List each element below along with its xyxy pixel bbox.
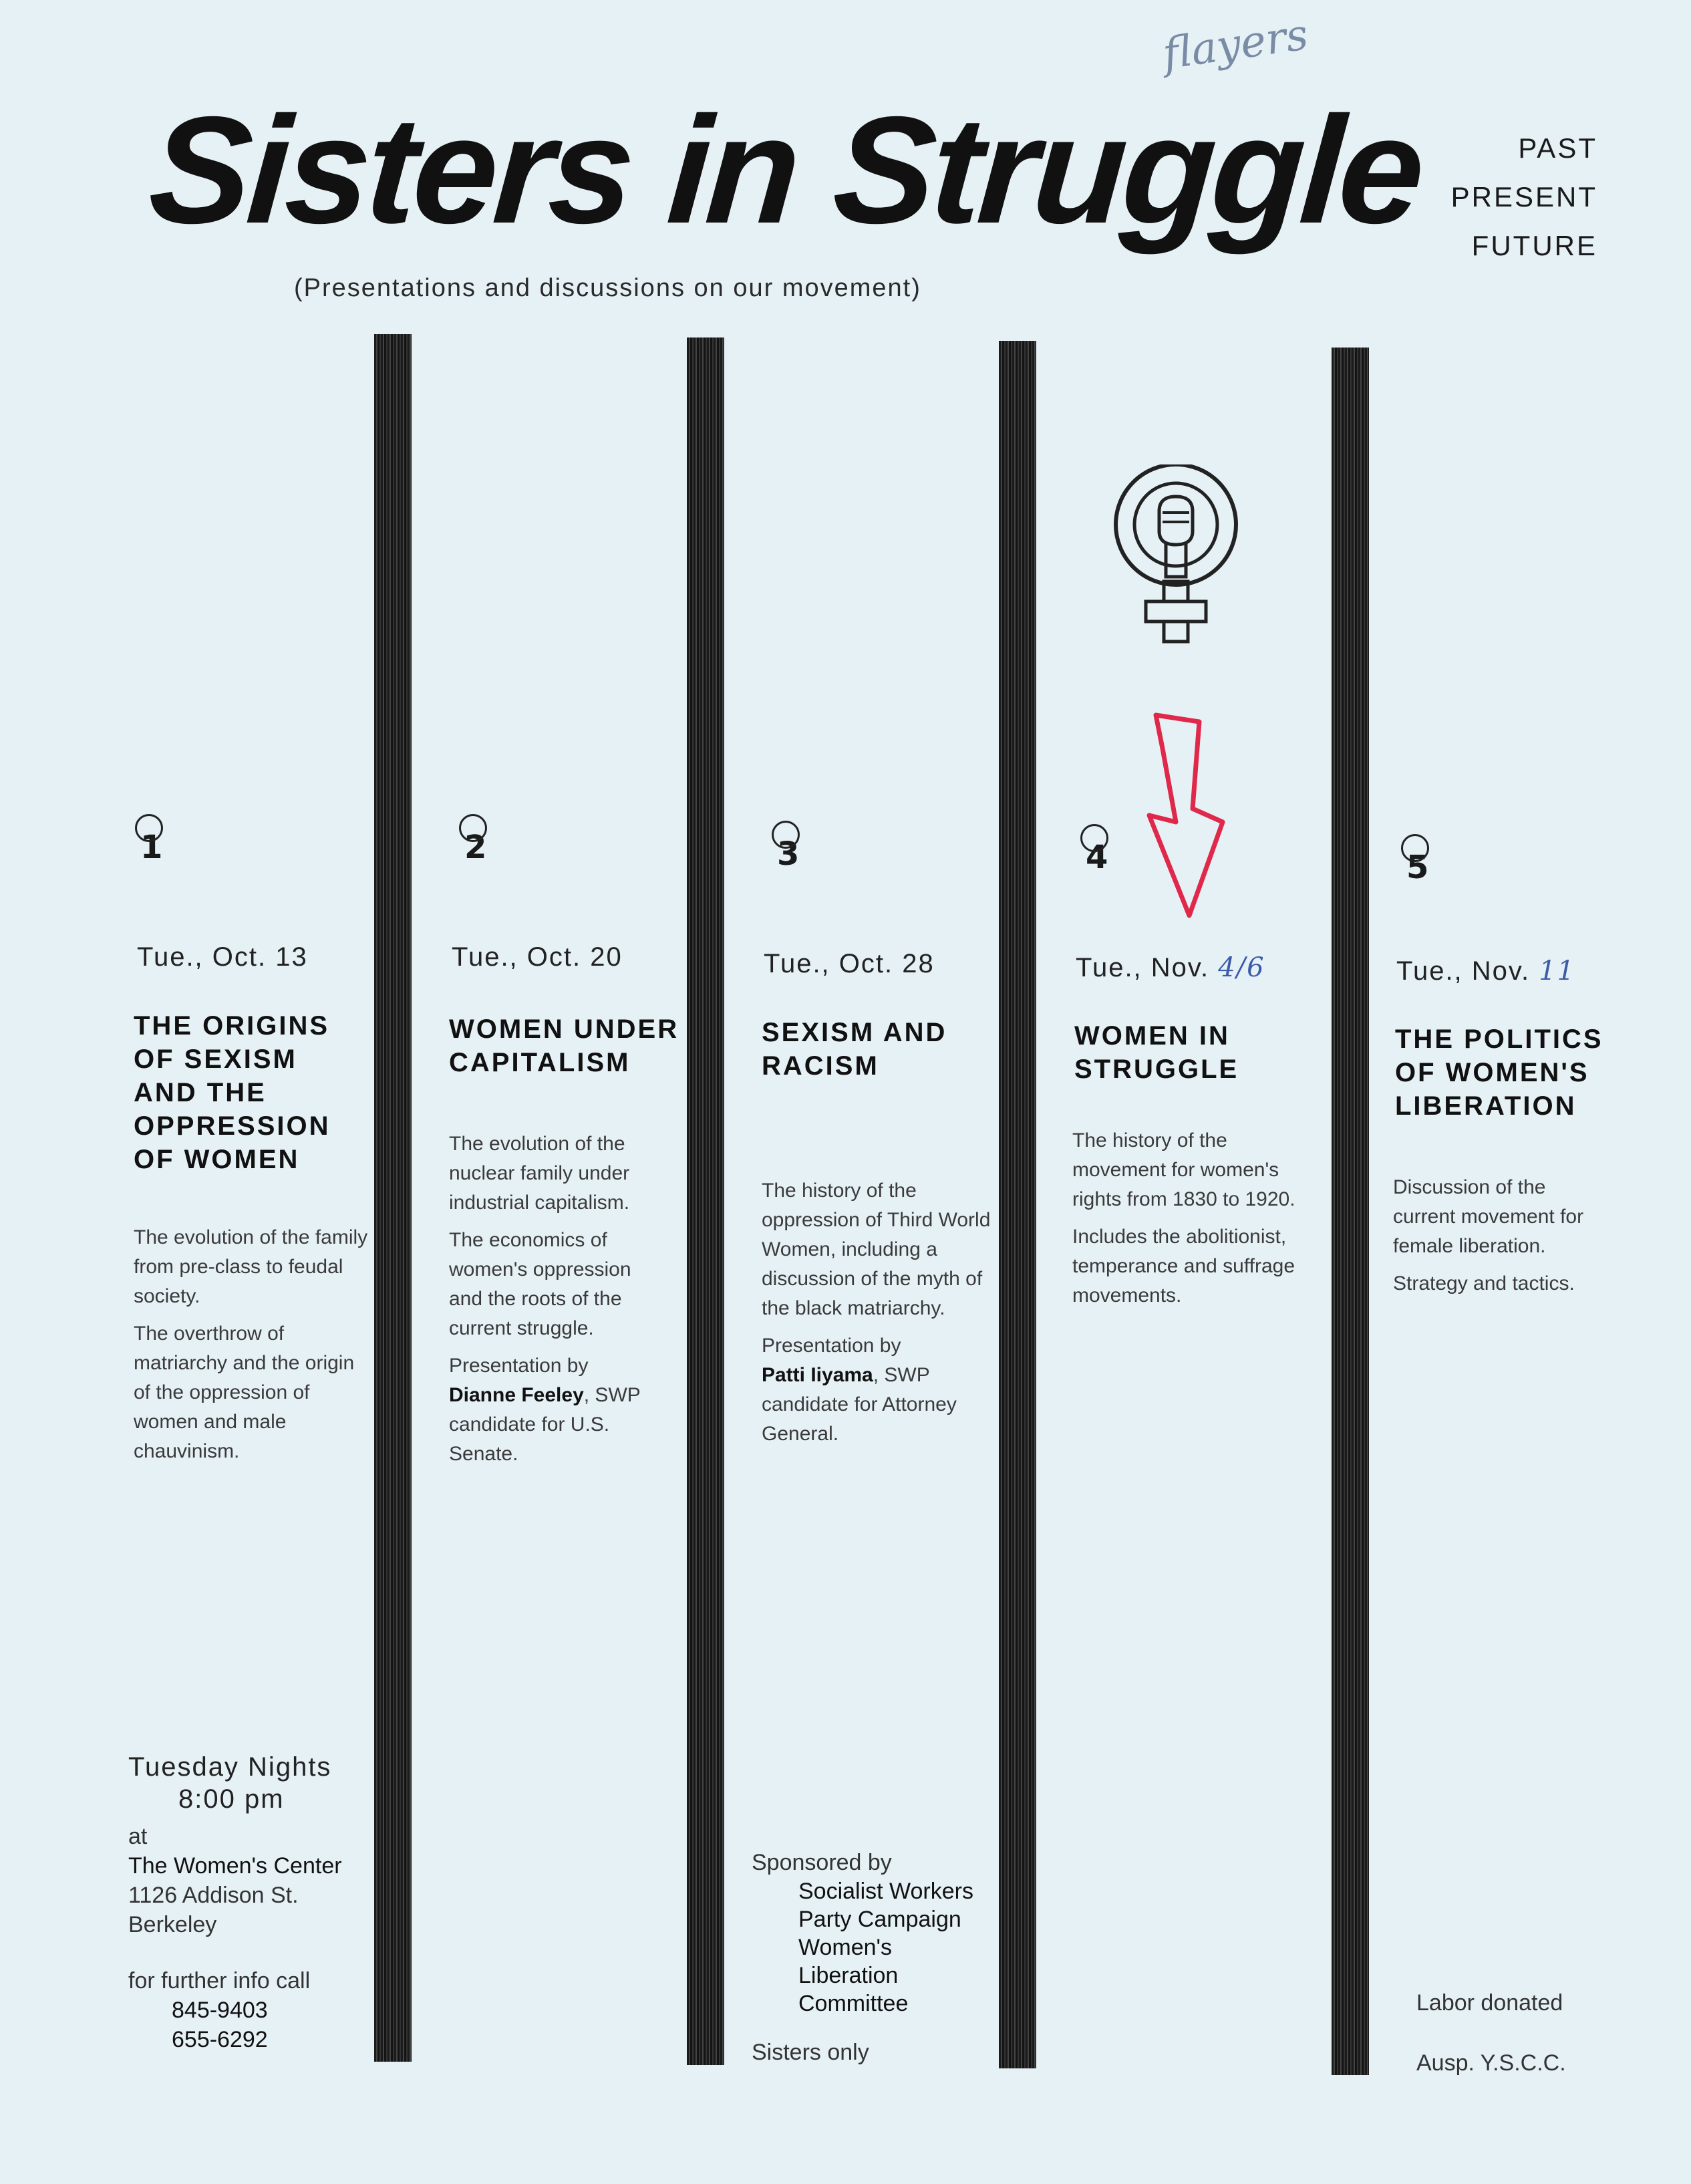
date-edit-5: 11 [1539,956,1576,986]
session-description-1: The evolution of the family from pre-class to feudal society. The overthrow of matriarchy and the origin of the oppression of women and male chauvinism. [134,1226,368,1462]
venue-phone-1: 845-9403 [172,1998,268,2023]
venue-time: 8:00 pm [178,1784,285,1814]
subtitle: (Presentations and discussions on our movement) [294,274,921,302]
session-date-2: Tue., Oct. 20 [452,942,623,972]
divider-bar-2 [687,337,724,2065]
session-topic-2: WOMEN UNDER CAPITALISM [449,1014,679,1077]
women-liberation-fist-icon [1109,464,1243,645]
session-number-3: 3 [777,835,799,873]
handwritten-note: flayers [1159,10,1312,80]
ausp-credit: Ausp. Y.S.C.C. [1416,2050,1566,2076]
sponsor-block [752,1848,999,2067]
venue-place: The Women's Center [128,1853,342,1879]
session-description-2: The evolution of the nuclear family under industrial capitalism. The economics of women's oppression and the roots of the current struggle. Presentation by Dianne Feeley, SWP candidate for U.S. Senate. [449,1133,641,1465]
venue-when: Tuesday Nights [128,1752,332,1782]
tagline-past: PAST [1518,132,1597,164]
session-topic-5: THE POLITICS OF WOMEN'S LIBERATION [1395,1025,1603,1121]
sponsor-note: Sisters only [752,2040,869,2065]
venue-address-2: Berkeley [128,1912,217,1937]
session-date-3: Tue., Oct. 28 [764,949,935,978]
divider-bar-3 [999,341,1036,2068]
tagline [1451,124,1597,270]
venue-info: for further info call [128,1968,311,1994]
session-number-4: 4 [1086,839,1108,876]
date-edit-4: 4/6 [1218,952,1265,983]
labor-donated: Labor donated [1416,1990,1563,2016]
session-topic-4: WOMEN IN STRUGGLE [1074,1021,1239,1084]
sponsor-label: Sponsored by [752,1850,892,1875]
session-description-3: The history of the oppression of Third World Women, including a discussion of the myth of the black matriarchy. Presentation by Patti Iiyama, SWP candidate for Attorney General. [762,1180,991,1445]
venue-phone-2: 655-6292 [172,2027,268,2052]
sponsor-name: Socialist Workers Party Campaign Women's Liberation Committee [798,1879,973,2016]
divider-bar-1 [374,334,412,2062]
tagline-present: PRESENT [1450,181,1597,213]
tagline-future: FUTURE [1471,230,1597,261]
session-number-2: 2 [464,829,486,866]
session-number-5: 5 [1406,849,1428,886]
session-number-1: 1 [140,829,162,866]
poster-title: Sisters in Struggle [144,86,1426,255]
venue-block [128,1751,369,2054]
session-topic-1: THE ORIGINS OF SEXISM AND THE OPPRESSION OF WOMEN [134,1011,331,1174]
venue-at: at [128,1824,148,1849]
session-date-5: Tue., Nov. 11 [1396,956,1576,986]
venue-address-1: 1126 Addison St. [128,1883,299,1908]
session-description-4: The history of the movement for women's rights from 1830 to 1920. Includes the abolitionist, temperance and suffrage movements. [1072,1129,1295,1307]
divider-bar-4 [1332,348,1369,2075]
session-date-1: Tue., Oct. 13 [137,942,308,972]
session-topic-3: SEXISM AND RACISM [762,1018,947,1081]
session-description-5: Discussion of the current movement for female liberation. Strategy and tactics. [1393,1176,1584,1294]
session-date-4: Tue., Nov. 4/6 [1076,952,1265,983]
red-arrow-icon [1136,708,1236,922]
